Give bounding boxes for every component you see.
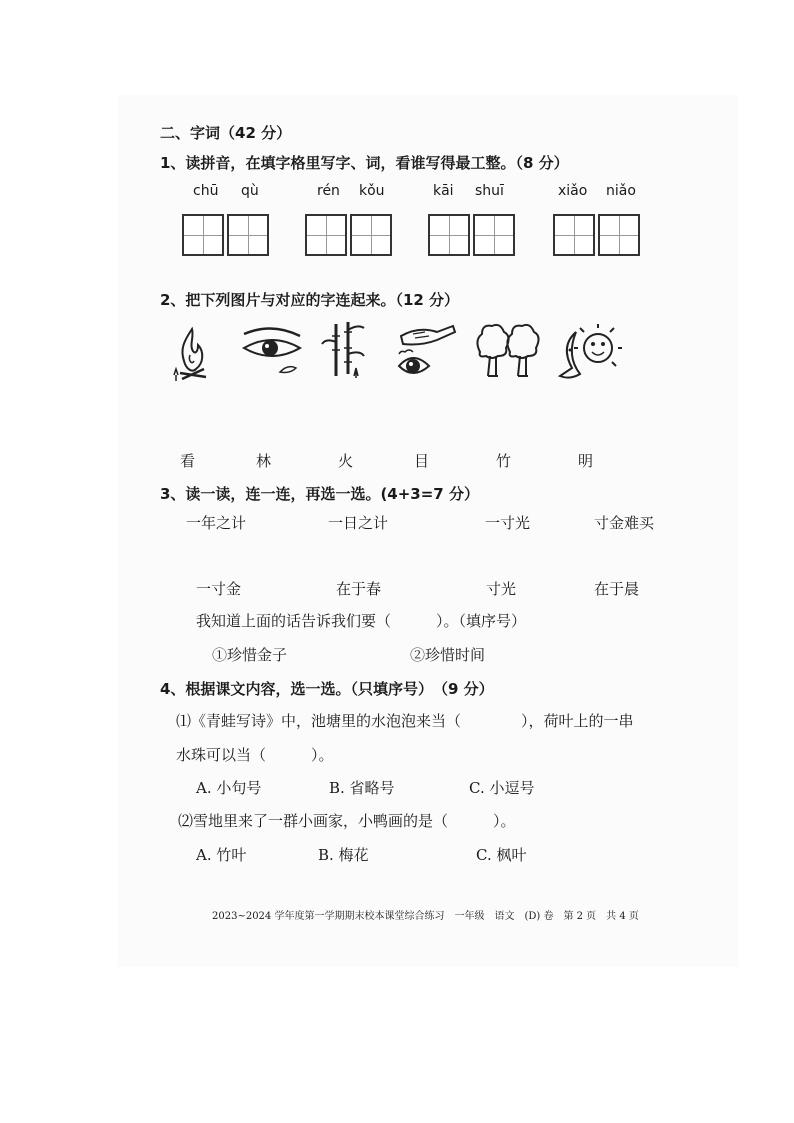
q3-question[interactable]: 我知道上面的话告诉我们要（ ）。（填序号） bbox=[196, 612, 527, 630]
q1-pinyin: chū bbox=[193, 183, 219, 199]
q1-pinyin: qù bbox=[241, 183, 259, 199]
q3-bottom-phrase[interactable]: 一寸金 bbox=[196, 580, 242, 598]
q4-p1-line2[interactable]: 水珠可以当（ ）。 bbox=[176, 746, 334, 764]
writing-box[interactable] bbox=[182, 214, 224, 256]
q4-p2-option: C. 枫叶 bbox=[476, 846, 527, 864]
q1-title: 1、读拼音，在填字格里写字、词，看谁写得最工整。（8 分） bbox=[160, 154, 569, 172]
q4-p2-line1[interactable]: ⑵雪地里来了一群小画家，小鸭画的是（ ）。 bbox=[178, 812, 516, 830]
q4-p1-option: C. 小逗号 bbox=[469, 779, 535, 797]
q3-option: ①珍惜金子 bbox=[212, 646, 288, 664]
trees-icon[interactable] bbox=[474, 322, 542, 380]
eye-icon[interactable] bbox=[240, 326, 304, 378]
q1-pinyin: kǒu bbox=[359, 183, 385, 199]
bamboo-icon[interactable] bbox=[320, 320, 368, 382]
writing-box[interactable] bbox=[227, 214, 269, 256]
q1-pinyin: xiǎo bbox=[558, 183, 588, 199]
writing-grid-pair bbox=[182, 214, 269, 256]
q4-p2-option: B. 梅花 bbox=[318, 846, 369, 864]
writing-grid-pair bbox=[428, 214, 515, 256]
q2-char[interactable]: 竹 bbox=[496, 452, 512, 470]
q3-title: 3、读一读，连一连，再选一选。(4+3=7 分） bbox=[160, 485, 479, 503]
q4-p1-option: A. 小句号 bbox=[196, 779, 262, 797]
q4-p1-line1[interactable]: ⑴《青蛙写诗》中，池塘里的水泡泡来当（ ），荷叶上的一串 bbox=[176, 712, 634, 730]
q1-pinyin: rén bbox=[317, 183, 340, 199]
fire-icon[interactable] bbox=[170, 325, 214, 385]
q3-top-phrase[interactable]: 一寸光 bbox=[485, 514, 531, 532]
q3-bottom-phrase[interactable]: 在于晨 bbox=[594, 580, 640, 598]
q2-char[interactable]: 目 bbox=[414, 452, 430, 470]
q3-bottom-phrase[interactable]: 寸光 bbox=[486, 580, 517, 598]
writing-box[interactable] bbox=[473, 214, 515, 256]
q4-p1-option: B. 省略号 bbox=[329, 779, 395, 797]
writing-box[interactable] bbox=[553, 214, 595, 256]
q1-pinyin: niǎo bbox=[606, 183, 636, 199]
q3-top-phrase[interactable]: 一年之计 bbox=[186, 514, 247, 532]
q2-char[interactable]: 看 bbox=[180, 452, 196, 470]
writing-grid-pair bbox=[305, 214, 392, 256]
writing-box[interactable] bbox=[305, 214, 347, 256]
q2-title: 2、把下列图片与对应的字连起来。（12 分） bbox=[160, 291, 460, 309]
q2-char[interactable]: 火 bbox=[338, 452, 354, 470]
hand-over-eye-icon[interactable] bbox=[395, 322, 457, 382]
page-footer: 2023~2024 学年度第一学期期末校本课堂综合练习 一年级 语文 (D) 卷 第 2 页 共 4 页 bbox=[212, 911, 639, 922]
q3-option: ②珍惜时间 bbox=[410, 646, 486, 664]
sun-moon-icon[interactable] bbox=[556, 322, 622, 384]
section-title: 二、字词（42 分） bbox=[160, 124, 292, 142]
q4-title: 4、根据课文内容，选一选。（只填序号） （9 分） bbox=[160, 680, 494, 698]
q2-char[interactable]: 林 bbox=[256, 452, 272, 470]
q3-top-phrase[interactable]: 一日之计 bbox=[328, 514, 389, 532]
q3-top-phrase[interactable]: 寸金难买 bbox=[594, 514, 655, 532]
q1-pinyin: kāi bbox=[433, 183, 454, 199]
q1-pinyin: shuī bbox=[475, 183, 504, 199]
q3-bottom-phrase[interactable]: 在于春 bbox=[336, 580, 382, 598]
writing-box[interactable] bbox=[350, 214, 392, 256]
q4-p2-option: A. 竹叶 bbox=[196, 846, 247, 864]
q2-char[interactable]: 明 bbox=[578, 452, 594, 470]
writing-grid-pair bbox=[553, 214, 640, 256]
writing-box[interactable] bbox=[428, 214, 470, 256]
writing-box[interactable] bbox=[598, 214, 640, 256]
